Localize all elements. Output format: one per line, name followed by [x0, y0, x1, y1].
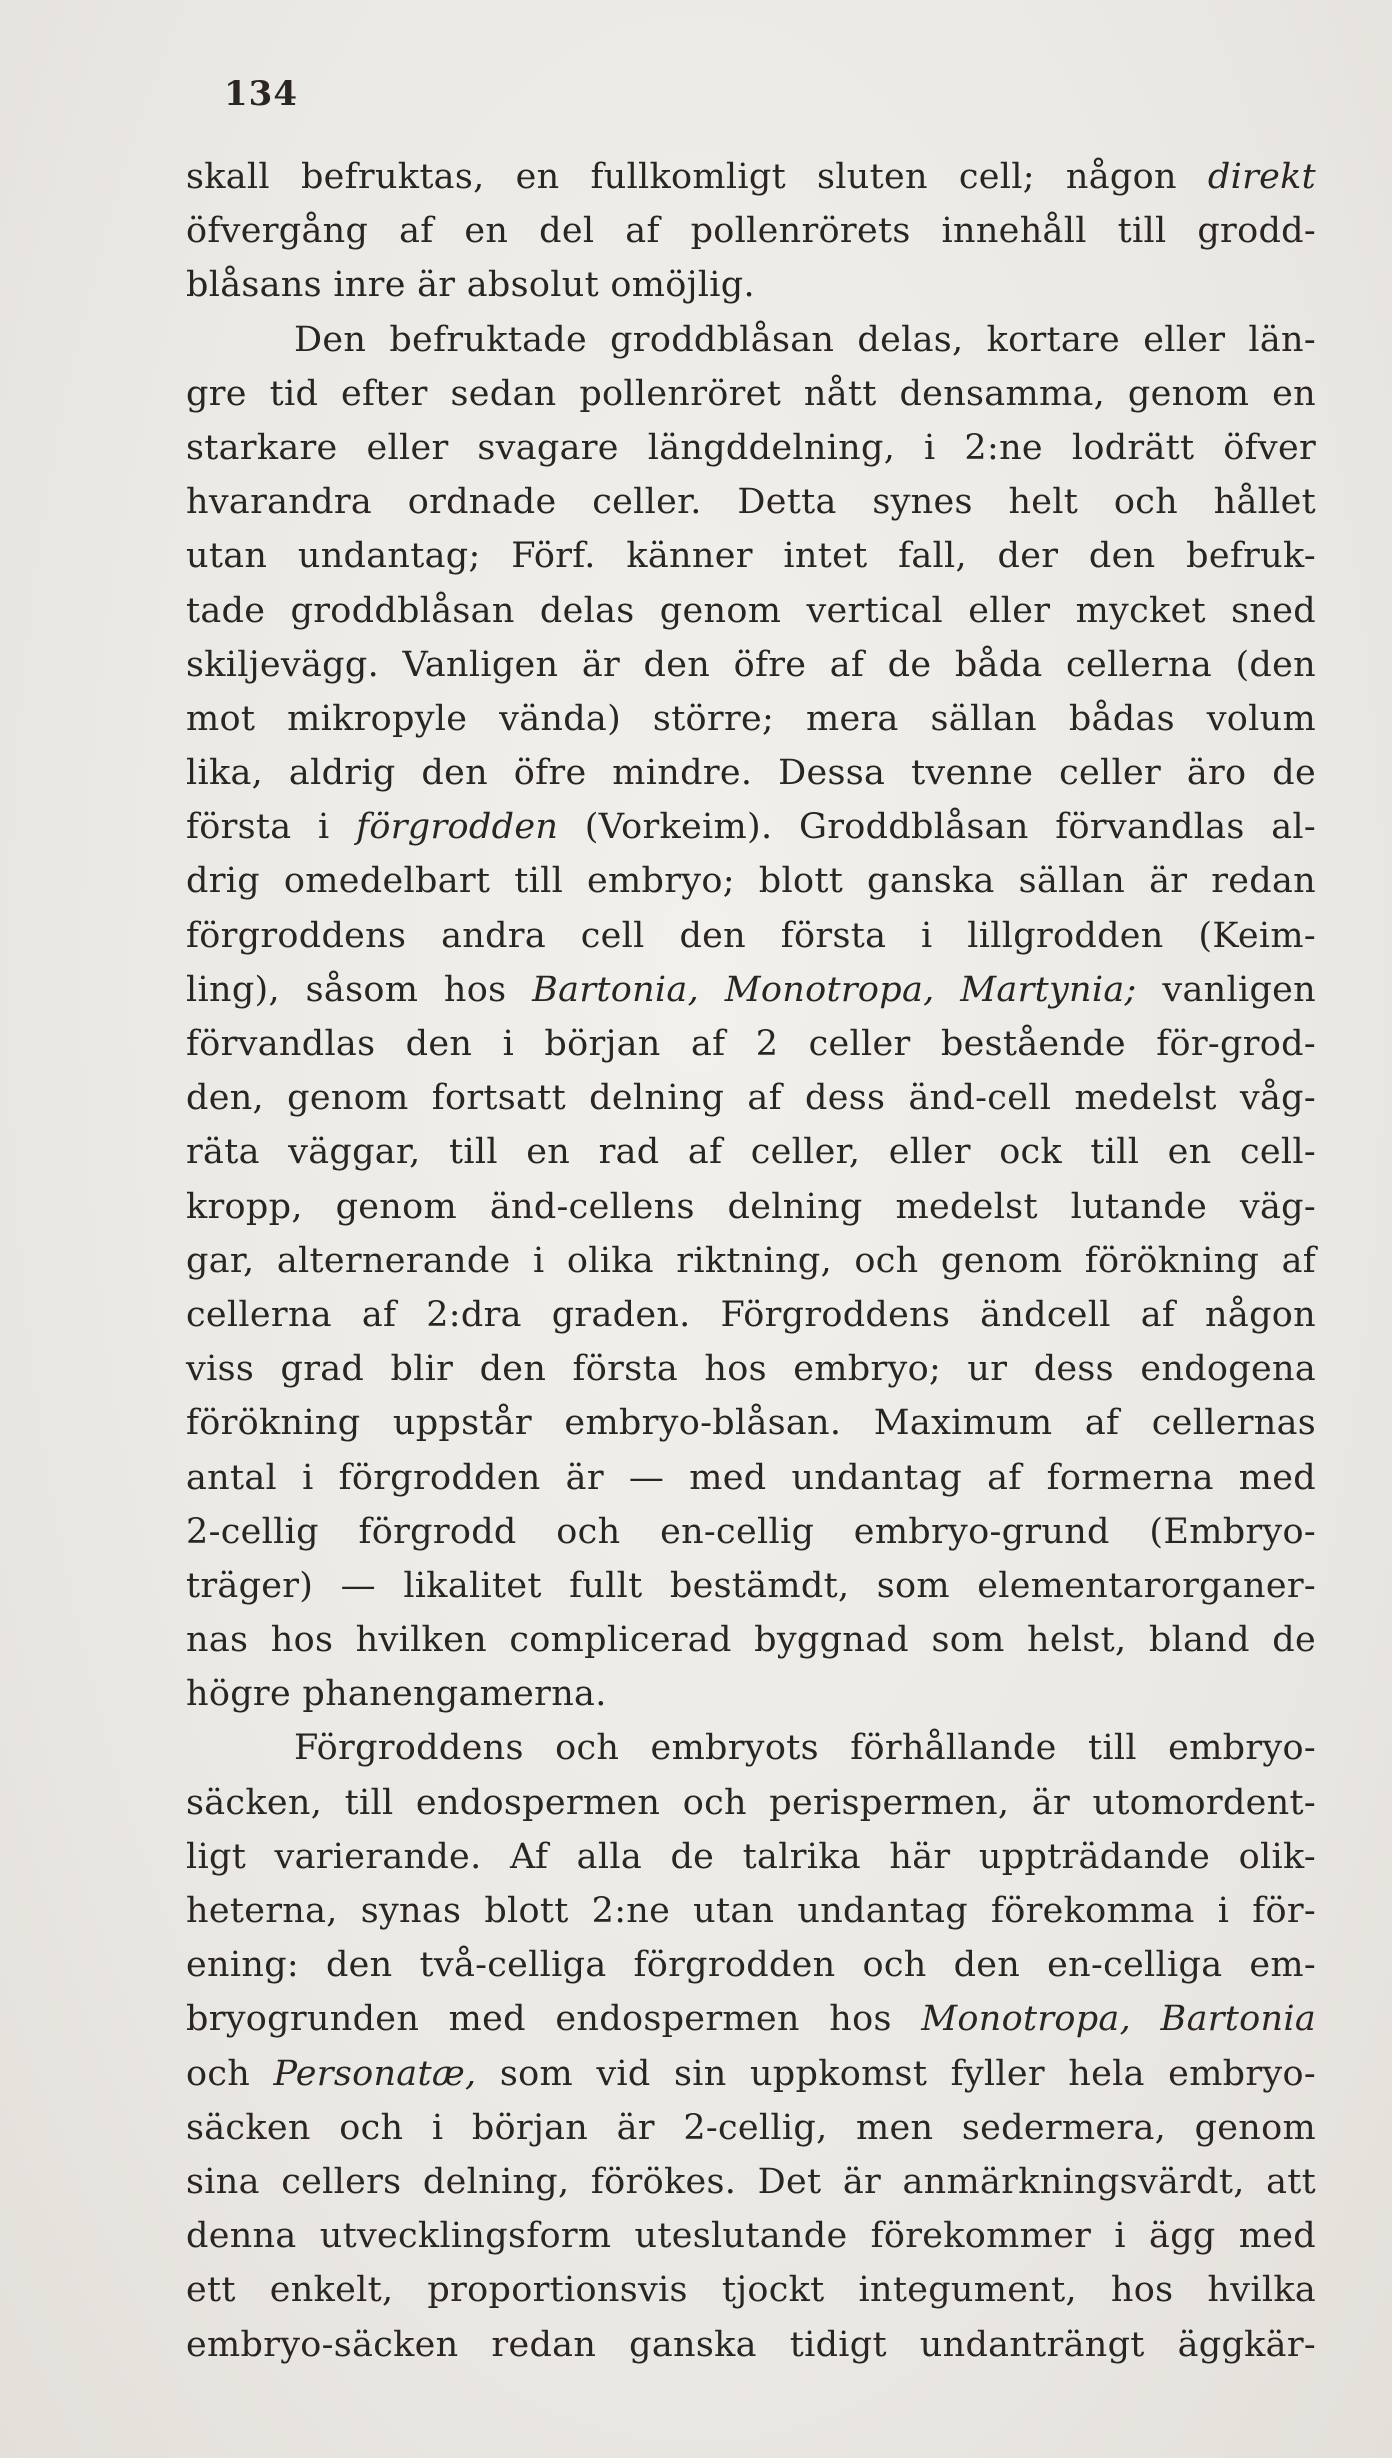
text-line — [186, 2209, 1316, 2263]
italic-text: förgrodden — [356, 807, 559, 848]
text-span: skall befruktas, en fullkomligt sluten cell; någon — [186, 157, 1208, 197]
text-span: Den befruktade groddblåsan delas, kortare eller län- — [294, 319, 1316, 360]
text-span: säcken, till endospermen och perispermen, är utomordent- — [186, 1782, 1316, 1823]
text-span: säcken och i början är 2-cellig, men sedermera, genom — [186, 2107, 1316, 2148]
text-line — [186, 963, 1316, 1017]
text-span: antal i förgrodden är — med undantag af formerna med — [186, 1457, 1316, 1498]
text-span: viss grad blir den första hos embryo; ur dess endogena — [186, 1349, 1316, 1390]
text-line — [186, 1451, 1316, 1505]
text-line — [186, 1071, 1316, 1125]
text-line — [186, 2047, 1316, 2101]
text-span: träger) — likalitet fullt bestämdt, som elementarorganer- — [186, 1565, 1316, 1606]
text-line — [186, 1288, 1316, 1342]
text-line — [186, 1180, 1316, 1234]
text-span: lika, aldrig den öfre mindre. Dessa tvenne celler äro de — [186, 753, 1316, 794]
text-line — [186, 2263, 1316, 2317]
text-line — [186, 1938, 1316, 1992]
text-line — [186, 584, 1316, 638]
text-line — [186, 2101, 1316, 2155]
text-span: gar, alternerande i olika riktning, och genom förökning af — [186, 1240, 1316, 1281]
text-line — [186, 1992, 1316, 2046]
text-line — [186, 1505, 1316, 1559]
italic-text: Personatæ, — [273, 2053, 477, 2094]
text-line — [186, 1017, 1316, 1071]
text-span: gre tid efter sedan pollenröret nått densamma, genom en — [186, 373, 1316, 414]
text-line — [186, 638, 1316, 692]
text-line — [186, 1559, 1316, 1613]
text-span: skiljevägg. Vanligen är den öfre af de båda cellerna (den — [186, 644, 1316, 685]
text-span: första i — [186, 807, 357, 848]
text-span: ett enkelt, proportionsvis tjockt integument, hos hvilka — [186, 2270, 1316, 2311]
body-text — [186, 150, 1316, 2372]
text-span: öfvergång af en del af pollenrörets innehåll till grodd- — [186, 211, 1316, 252]
text-span: utan undantag; Förf. känner intet fall, der den befruk- — [186, 536, 1316, 577]
text-line — [186, 1776, 1316, 1830]
text-span: embryo-säcken redan ganska tidigt undanträngt äggkär- — [186, 2324, 1316, 2365]
text-span: ligt varierande. Af alla de talrika här uppträdande olik- — [186, 1836, 1316, 1877]
text-line — [186, 1721, 1316, 1775]
text-span: tade groddblåsan delas genom vertical eller mycket sned — [186, 590, 1316, 631]
text-span: ling), såsom hos — [186, 969, 533, 1010]
text-span: cellerna af 2:dra graden. Förgroddens ändcell af någon — [186, 1294, 1316, 1335]
text-line — [186, 1234, 1316, 1288]
text-span: förgroddens andra cell den första i lillgrodden (Keim- — [186, 915, 1316, 956]
text-span: kropp, genom änd-cellens delning medelst lutande väg- — [186, 1186, 1316, 1227]
text-line — [186, 475, 1316, 529]
text-line — [186, 1613, 1316, 1667]
text-line — [186, 746, 1316, 800]
text-span: ening: den två-celliga förgrodden och den en-celliga em- — [186, 1945, 1316, 1986]
text-line — [186, 1125, 1316, 1179]
text-span: vanligen — [1136, 969, 1316, 1010]
italic-text: Bartonia, Monotropa, Martynia; — [532, 969, 1137, 1010]
text-span: heterna, synas blott 2:ne utan undantag förekomma i för- — [186, 1891, 1316, 1931]
text-line — [186, 421, 1316, 475]
italic-text: Monotropa, Bartonia — [921, 1999, 1317, 2040]
text-span: mot mikropyle vända) större; mera sällan bådas volum — [186, 698, 1316, 739]
page-number: 134 — [224, 74, 298, 114]
text-span: nas hos hvilken complicerad byggnad som helst, bland de — [186, 1620, 1316, 1661]
text-line — [186, 2155, 1316, 2209]
text-line — [186, 1396, 1316, 1450]
italic-text: direkt — [1207, 157, 1316, 197]
text-line — [186, 1342, 1316, 1396]
text-line — [186, 1830, 1316, 1884]
text-span: räta väggar, till en rad af celler, eller ock till en cell- — [186, 1132, 1316, 1173]
text-span: drig omedelbart till embryo; blott ganska sällan är redan — [186, 861, 1316, 902]
text-line — [186, 313, 1316, 367]
text-span: sina cellers delning, förökes. Det är anmärkningsvärdt, att — [186, 2161, 1316, 2202]
text-span: blåsans inre är absolut omöjlig. — [186, 265, 755, 306]
text-line — [186, 1884, 1316, 1938]
text-span: bryogrunden med endospermen hos — [186, 1999, 922, 2040]
text-line — [186, 800, 1316, 854]
text-line — [186, 367, 1316, 421]
text-span: denna utvecklingsform uteslutande förekommer i ägg med — [186, 2216, 1316, 2257]
text-span: och — [186, 2053, 274, 2094]
text-span: hvarandra ordnade celler. Detta synes helt och hållet — [186, 482, 1316, 523]
text-line — [186, 204, 1316, 258]
text-span: starkare eller svagare längddelning, i 2:ne lodrätt öfver — [186, 427, 1316, 468]
text-line — [186, 150, 1316, 204]
text-span: 2-cellig förgrodd och en-cellig embryo-grund (Embryo- — [186, 1511, 1316, 1552]
text-line — [186, 692, 1316, 746]
text-span: (Vorkeim). Groddblåsan förvandlas al- — [558, 807, 1317, 848]
text-line — [186, 258, 1316, 312]
text-line — [186, 1667, 1316, 1721]
text-line — [186, 529, 1316, 583]
text-span: högre phanengamerna. — [186, 1674, 607, 1715]
text-span: förvandlas den i början af 2 celler bestående för-grod- — [186, 1024, 1316, 1064]
text-line — [186, 854, 1316, 908]
text-line — [186, 2318, 1316, 2372]
text-span: som vid sin uppkomst fyller hela embryo- — [476, 2053, 1316, 2094]
text-span: förökning uppstår embryo-blåsan. Maximum af cellernas — [186, 1403, 1316, 1444]
text-line — [186, 909, 1316, 963]
text-span: den, genom fortsatt delning af dess änd-cell medelst våg- — [186, 1078, 1316, 1119]
text-span: Förgroddens och embryots förhållande till embryo- — [294, 1728, 1316, 1769]
